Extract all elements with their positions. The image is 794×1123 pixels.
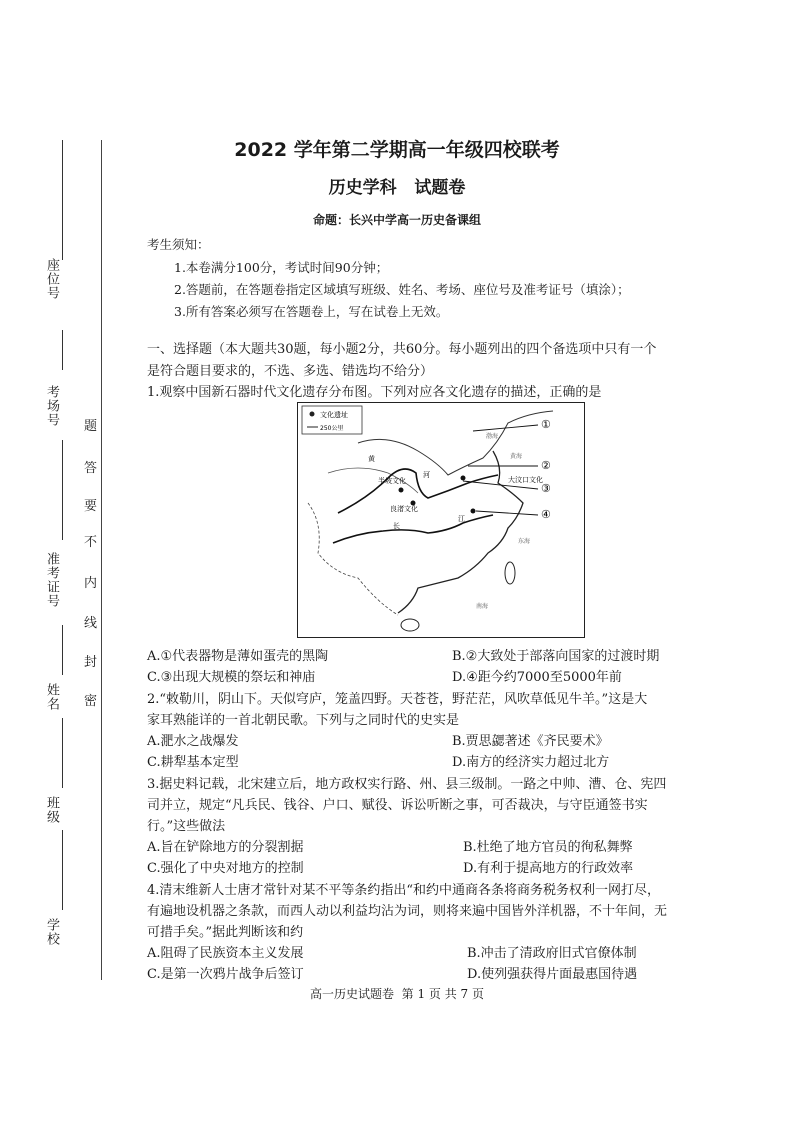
question-4-stem: 4.清末维新人士唐才常针对某不平等条约指出“和约中通商各条将商务税务权利一网打尽， — [147, 883, 661, 898]
question-2-stem: 家耳熟能详的一首北朝民歌。下列与之同时代的史实是 — [147, 713, 460, 728]
margin-rule — [62, 830, 64, 910]
q2-option-b: B.贾思勰著述《齐民要术》 — [452, 734, 609, 749]
question-3-stem: 司并立，规定“凡兵民、钱谷、户口、赋役、诉讼听断之事，可否裁决，与守臣通签书实 — [147, 798, 648, 813]
notice-item: 2.答题前，在答题卷指定区域填写班级、姓名、考场、座位号及准考证号（填涂）； — [174, 282, 630, 297]
q1-option-b: B.②大致处于部落向国家的过渡时期 — [452, 649, 660, 664]
liangzhu-label: 良渚文化 — [390, 505, 418, 513]
school-label: 学校 — [44, 918, 59, 946]
river-label: 黄 — [368, 455, 375, 463]
q4-option-a: A.阻碍了民族资本主义发展 — [147, 946, 304, 961]
q4-option-c: C.是第一次鸦片战争后签订 — [147, 967, 304, 982]
sea-label: 东海 — [518, 538, 531, 545]
q3-option-d: D.有利于提高地方的行政效率 — [463, 861, 634, 876]
q2-option-a: A.淝水之战爆发 — [147, 734, 239, 749]
exam-room-label: 考场号 — [44, 385, 59, 427]
q3-option-a: A.旨在铲除地方的分裂割据 — [147, 840, 304, 855]
river-label: 江 — [458, 515, 465, 523]
margin-rule — [62, 440, 64, 540]
seal-char: 线 — [84, 616, 98, 631]
question-3-stem: 行。”这些做法 — [147, 819, 226, 834]
question-2-stem: 2.“敕勒川，阴山下。天似穹庐，笼盖四野。天苍苍，野茫茫，风吹草低见牛羊。”这是大 — [147, 692, 648, 707]
q3-option-b: B.杜绝了地方官员的徇私舞弊 — [463, 840, 633, 855]
binding-line — [101, 140, 103, 980]
seal-char: 密 — [84, 694, 98, 709]
question-1-stem: 1.观察中国新石器时代文化遗存分布图。下列对应各文化遗存的描述，正确的是 — [147, 385, 602, 400]
site-dot-icon — [399, 488, 404, 493]
q3-option-c: C.强化了中央对地方的控制 — [147, 861, 304, 876]
notice-item: 1.本卷满分100分，考试时间90分钟； — [174, 260, 389, 275]
page-footer: 高一历史试题卷 第 1 页 共 7 页 — [310, 987, 484, 1001]
site-dot-icon — [471, 509, 476, 514]
marker-4: ④ — [541, 508, 551, 521]
notice-heading: 考生须知： — [147, 237, 210, 252]
sea-label: 渤海 — [486, 433, 499, 440]
q2-option-c: C.耕犁基本定型 — [147, 755, 239, 770]
q1-option-c: C.③出现大规模的祭坛和神庙 — [147, 670, 316, 685]
question-4-stem: 可措手矣。”据此判断该和约 — [147, 925, 304, 940]
margin-rule — [62, 718, 64, 788]
seal-char: 封 — [84, 655, 98, 670]
q1-option-a: A.①代表器物是薄如蛋壳的黑陶 — [147, 649, 329, 664]
china-outline-map — [298, 403, 584, 637]
question-4-stem: 有遍地设机器之条款，而西人动以利益均沾为词，则将来遍中国皆外洋机器，不十年间，无 — [147, 904, 668, 919]
river-label: 长 — [393, 522, 400, 530]
marker-2: ② — [541, 459, 551, 472]
margin-rule — [62, 625, 64, 675]
exam-subtitle: 历史学科 试题卷 — [328, 178, 466, 198]
site-dot-icon — [310, 412, 315, 417]
sea-label: 黄海 — [510, 453, 523, 460]
site-dot-icon — [461, 476, 466, 481]
q1-option-d: D.④距今约7000至5000年前 — [452, 670, 622, 685]
marker-3: ③ — [541, 482, 551, 495]
ticket-number-label: 准考证号 — [44, 552, 59, 608]
question-3-stem: 3.据史料记载，北宋建立后，地方政权实行路、州、县三级制。一路之中帅、漕、仓、宪四 — [147, 777, 667, 792]
neolithic-map — [297, 402, 585, 638]
seal-char: 内 — [84, 576, 98, 591]
exam-author: 命题：长兴中学高一历史备课组 — [312, 213, 481, 227]
section-intro: 是符合题目要求的，不选、多选、错选均不给分） — [147, 364, 434, 379]
name-label: 姓名 — [44, 683, 59, 711]
margin-rule — [62, 330, 64, 370]
seal-char: 要 — [84, 499, 98, 514]
banpo-label: 半坡文化 — [378, 477, 406, 485]
q4-option-d: D.使列强获得片面最惠国待遇 — [467, 967, 638, 982]
dawenkou-label: 大汶口文化 — [508, 476, 543, 484]
seal-char: 不 — [84, 535, 98, 550]
seal-char: 题 — [84, 419, 98, 434]
exam-title: 2022 学年第二学期高一年级四校联考 — [234, 139, 560, 161]
seat-number-label: 座位号 — [44, 258, 59, 300]
seal-char: 答 — [84, 461, 98, 476]
legend-site: 文化遗址 — [320, 411, 348, 419]
section-intro: 一、选择题（本大题共30题，每小题2分，共60分。每小题列出的四个备选项中只有一个 — [147, 342, 657, 357]
class-label: 班级 — [44, 796, 59, 824]
river-label: 河 — [423, 471, 430, 479]
q2-option-d: D.南方的经济实力超过北方 — [452, 755, 610, 770]
marker-1: ① — [541, 418, 551, 431]
notice-item: 3.所有答案必须写在答题卷上，写在试卷上无效。 — [174, 304, 449, 319]
legend-scale: 250公里 — [320, 425, 344, 432]
q4-option-b: B.冲击了清政府旧式官僚体制 — [467, 946, 637, 961]
sea-label: 南海 — [476, 603, 489, 610]
